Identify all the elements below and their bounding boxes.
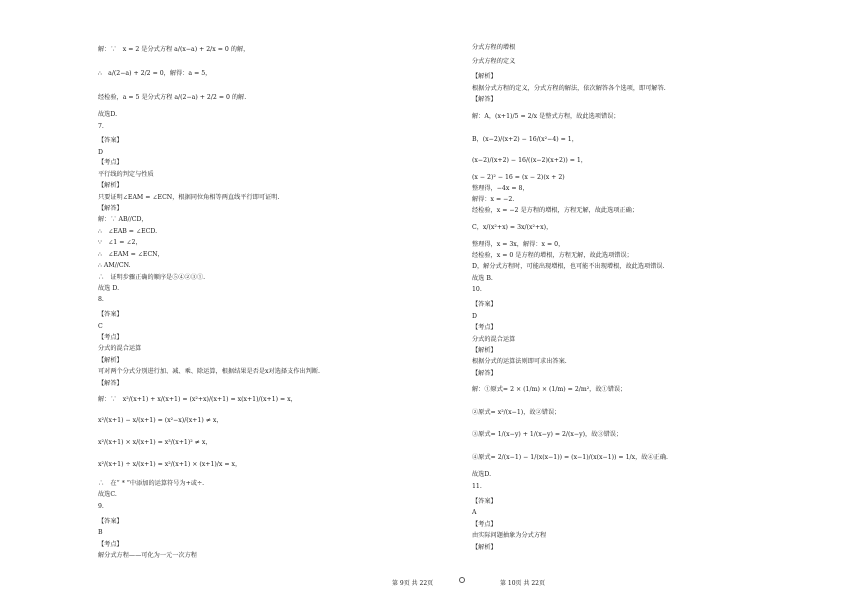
question-number: 9. bbox=[98, 503, 104, 510]
text-line: 经检验，a = 5 是分式方程 a/(2−a) + 2/2 = 0 的解. bbox=[98, 94, 247, 101]
text-line: 故选C. bbox=[98, 491, 117, 498]
formula-line: B，(x−2)/(x+2) − 16/(x²−4) = 1， bbox=[472, 136, 578, 143]
page-number-left: 第 9页 共 22页 bbox=[392, 580, 434, 587]
section-heading: 【答案】 bbox=[98, 311, 123, 318]
section-heading: 【考点】 bbox=[98, 334, 123, 341]
answer-value: B bbox=[98, 529, 103, 536]
text-line: ∴ a/(2−a) + 2/2 = 0，解得：a = 5， bbox=[98, 70, 212, 77]
text-line: ∵ ∠1 = ∠2， bbox=[98, 239, 142, 246]
page-number-right: 第 10页 共 22页 bbox=[500, 580, 545, 587]
formula-line: ②原式= x²/(x−1)，故②错误； bbox=[472, 409, 561, 416]
section-heading: 【解析】 bbox=[472, 544, 497, 551]
question-number: 10. bbox=[472, 286, 482, 293]
section-heading: 【解析】 bbox=[472, 347, 497, 354]
section-heading: 【答案】 bbox=[98, 137, 123, 144]
text-line: 可对两个分式分别进行加、减、乘、除运算，根据结果是否是x对选择支作出判断. bbox=[98, 368, 321, 375]
text-line: 只要证明∠EAM = ∠ECN，根据同位角相等两直线平行即可证明. bbox=[98, 194, 280, 201]
section-heading: 【解答】 bbox=[98, 380, 123, 387]
section-heading: 【答案】 bbox=[472, 498, 497, 505]
formula-line: (x−2)/(x+2) − 16/((x−2)(x+2)) = 1， bbox=[472, 157, 587, 164]
text-line: 根据分式的运算法则即可求出答案. bbox=[472, 358, 567, 365]
formula-line: ③原式= 1/(x−y) + 1/(x−y) = 2/(x−y)，故③错误； bbox=[472, 431, 623, 438]
text-line: ∴ AM//CN. bbox=[98, 262, 131, 269]
answer-value: D bbox=[472, 313, 477, 320]
text-line: 解：∵ x = 2 是分式方程 a/(x−a) + 2/x = 0 的解， bbox=[98, 46, 250, 53]
section-heading: 【答案】 bbox=[98, 518, 123, 525]
text-line: 解：∵ AB//CD， bbox=[98, 216, 148, 223]
text-line: 故选 B. bbox=[472, 275, 493, 282]
formula-line: 解：∵ x²/(x+1) + x/(x+1) = (x²+x)/(x+1) = x(x+1)/(x+1) = x， bbox=[98, 396, 297, 403]
text-line: ∴ ∠EAB = ∠ECD. bbox=[98, 228, 158, 235]
formula-line: x²/(x+1) − x/(x+1) = (x²−x)/(x+1) ≠ x， bbox=[98, 417, 223, 424]
text-line: 分式的混合运算 bbox=[98, 345, 142, 352]
text-line: 整理得，−4x = 8， bbox=[472, 185, 529, 192]
section-heading: 【考点】 bbox=[98, 159, 123, 166]
text-line: 整理得，x = 3x，解得：x = 0， bbox=[472, 241, 565, 248]
text-line: ∴ 证明步骤正确的顺序是⑤④②③①. bbox=[98, 274, 206, 281]
answer-value: C bbox=[98, 323, 103, 330]
section-heading: 【解析】 bbox=[472, 73, 497, 80]
text-line: 解分式方程——可化为一元一次方程 bbox=[98, 552, 197, 559]
section-heading: 【解答】 bbox=[472, 370, 497, 377]
formula-line: (x − 2)² − 16 = (x − 2)(x + 2) bbox=[472, 174, 565, 181]
text-line: 分式的混合运算 bbox=[472, 336, 516, 343]
formula-line: x²/(x+1) × x/(x+1) = x³/(x+1)² ≠ x， bbox=[98, 439, 212, 446]
text-line: 根据分式方程的定义，分式方程的解法，依次解答各个选项，即可解答. bbox=[472, 85, 666, 92]
section-heading: 【考点】 bbox=[472, 521, 497, 528]
text-line: 故选D. bbox=[472, 471, 492, 478]
formula-line: ④原式= 2/(x−1) − 1/(x(x−1)) = (x−1)/(x(x−1)) = 1/x，故④正确. bbox=[472, 454, 668, 461]
answer-value: D bbox=[98, 149, 103, 156]
text-line: 平行线的判定与性质 bbox=[98, 171, 154, 178]
section-heading: 【解答】 bbox=[98, 205, 123, 212]
formula-line: x²/(x+1) ÷ x/(x+1) = x²/(x+1) × (x+1)/x = x， bbox=[98, 461, 242, 468]
text-line: 分式方程的定义 bbox=[472, 58, 516, 65]
text-line: 经检验，x = −2 是方程的增根，方程无解，故此选项正确； bbox=[472, 207, 639, 214]
section-heading: 【解答】 bbox=[472, 96, 497, 103]
question-number: 8. bbox=[98, 296, 104, 303]
text-line: 分式方程的增根 bbox=[472, 44, 516, 51]
question-number: 7. bbox=[98, 123, 104, 130]
formula-line: C，x/(x²+x) = 3x/(x²+x)， bbox=[472, 224, 553, 231]
text-line: 经检验，x = 0 是方程的增根，方程无解，故此选项错误； bbox=[472, 252, 633, 259]
section-heading: 【考点】 bbox=[98, 541, 123, 548]
section-heading: 【解析】 bbox=[98, 182, 123, 189]
circle-icon bbox=[459, 577, 465, 583]
question-number: 11. bbox=[472, 483, 482, 490]
text-line: ∴ ∠EAM = ∠ECN， bbox=[98, 251, 164, 258]
text-line: 由实际问题抽象为分式方程 bbox=[472, 532, 547, 539]
text-line: 解得：x = −2. bbox=[472, 196, 515, 203]
text-line: 故选D. bbox=[98, 111, 118, 118]
section-heading: 【答案】 bbox=[472, 301, 497, 308]
answer-value: A bbox=[472, 509, 477, 516]
formula-line: 解：①原式= 2 × (1/m) × (1/m) = 2/m²，故①错误； bbox=[472, 386, 627, 393]
section-heading: 【解析】 bbox=[98, 357, 123, 364]
section-heading: 【考点】 bbox=[472, 324, 497, 331]
text-line: 故选 D. bbox=[98, 285, 120, 292]
text-line: ∴ 在“ * ”中添加的运算符号为+或÷. bbox=[98, 480, 205, 487]
text-line: D，解分式方程时，可能出现增根，也可能不出现增根，故此选项错误. bbox=[472, 263, 665, 270]
formula-line: 解：A，(x+1)/5 = 2/x 是整式方程，故此选项错误； bbox=[472, 113, 620, 120]
